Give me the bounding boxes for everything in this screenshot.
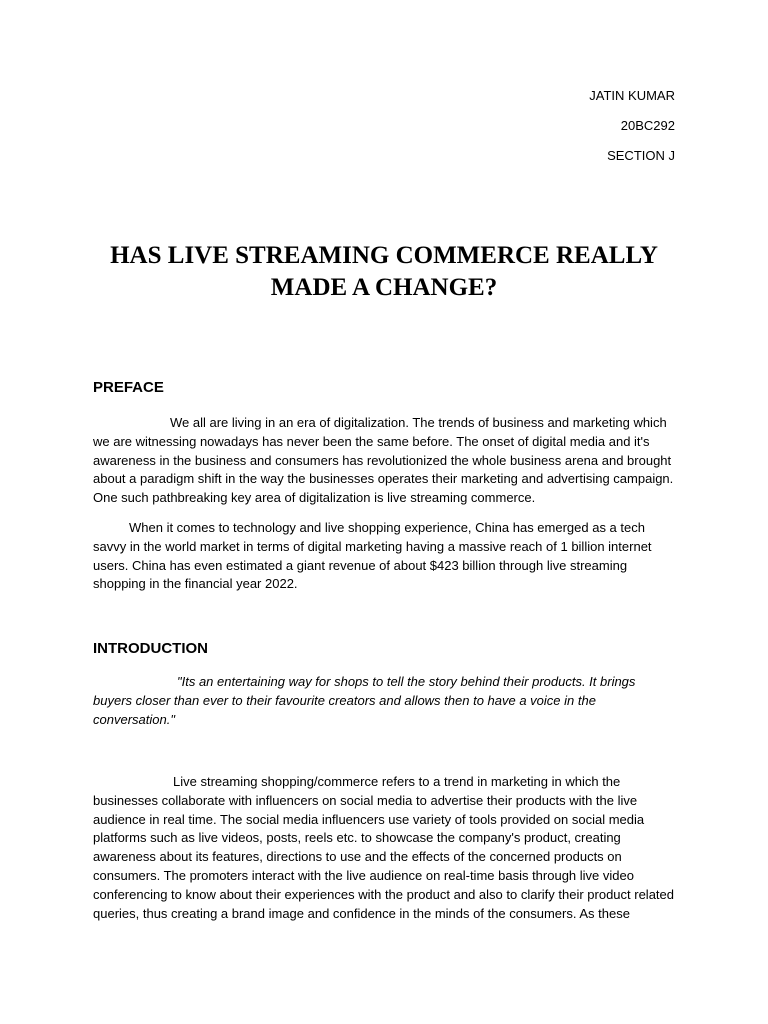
author-roll-number: 20BC292 xyxy=(620,118,675,133)
introduction-heading: INTRODUCTION xyxy=(93,640,208,657)
document-title-line-1: HAS LIVE STREAMING COMMERCE REALLY xyxy=(110,242,658,269)
preface-heading: PREFACE xyxy=(93,379,164,396)
document-title-line-2: MADE A CHANGE? xyxy=(270,274,498,301)
preface-paragraph-2: When it comes to technology and live shopping experience, China has emerged as a tech savvy in the world market in terms of digital marketing having a massive reach of 1 billion internet users. China has even estimated a giant revenue of about $423 billion through live streaming shopping in the financial year 2022. xyxy=(93,520,652,592)
document-title xyxy=(80,240,688,304)
author-section: SECTION J xyxy=(607,148,675,163)
preface-paragraph-1: We all are living in an era of digitalization. The trends of business and marketing which we are witnessing nowadays has never been the same before. The onset of digital media and it's awareness in the business and consumers has revolutionized the whole business arena and brought about a paradigm shift in the way the businesses operates their marketing and advertising campaign. One such pathbreaking key area of digitalization is live streaming commerce. xyxy=(93,415,674,506)
introduction-paragraph-1: Live streaming shopping/commerce refers to a trend in marketing in which the businesses collaborate with influencers on social media to advertise their products with the live audience in real time. The social media influencers use variety of tools provided on social media platforms such as live videos, posts, reels etc. to showcase the company's product, creating awareness about its features, directions to use and the effects of the concerned products on consumers. The promoters interact with the live audience on real-time basis through live video conferencing to know about their experiences with the product and also to clarify their product related queries, thus creating a brand image and confidence in the minds of the consumers. As these xyxy=(93,774,675,921)
author-block xyxy=(589,86,675,176)
introduction-quote: "Its an entertaining way for shops to tell the story behind their products. It brings buyers closer than ever to their favourite creators and allows then to have a voice in the conversation." xyxy=(93,674,636,727)
author-name: JATIN KUMAR xyxy=(589,88,675,103)
